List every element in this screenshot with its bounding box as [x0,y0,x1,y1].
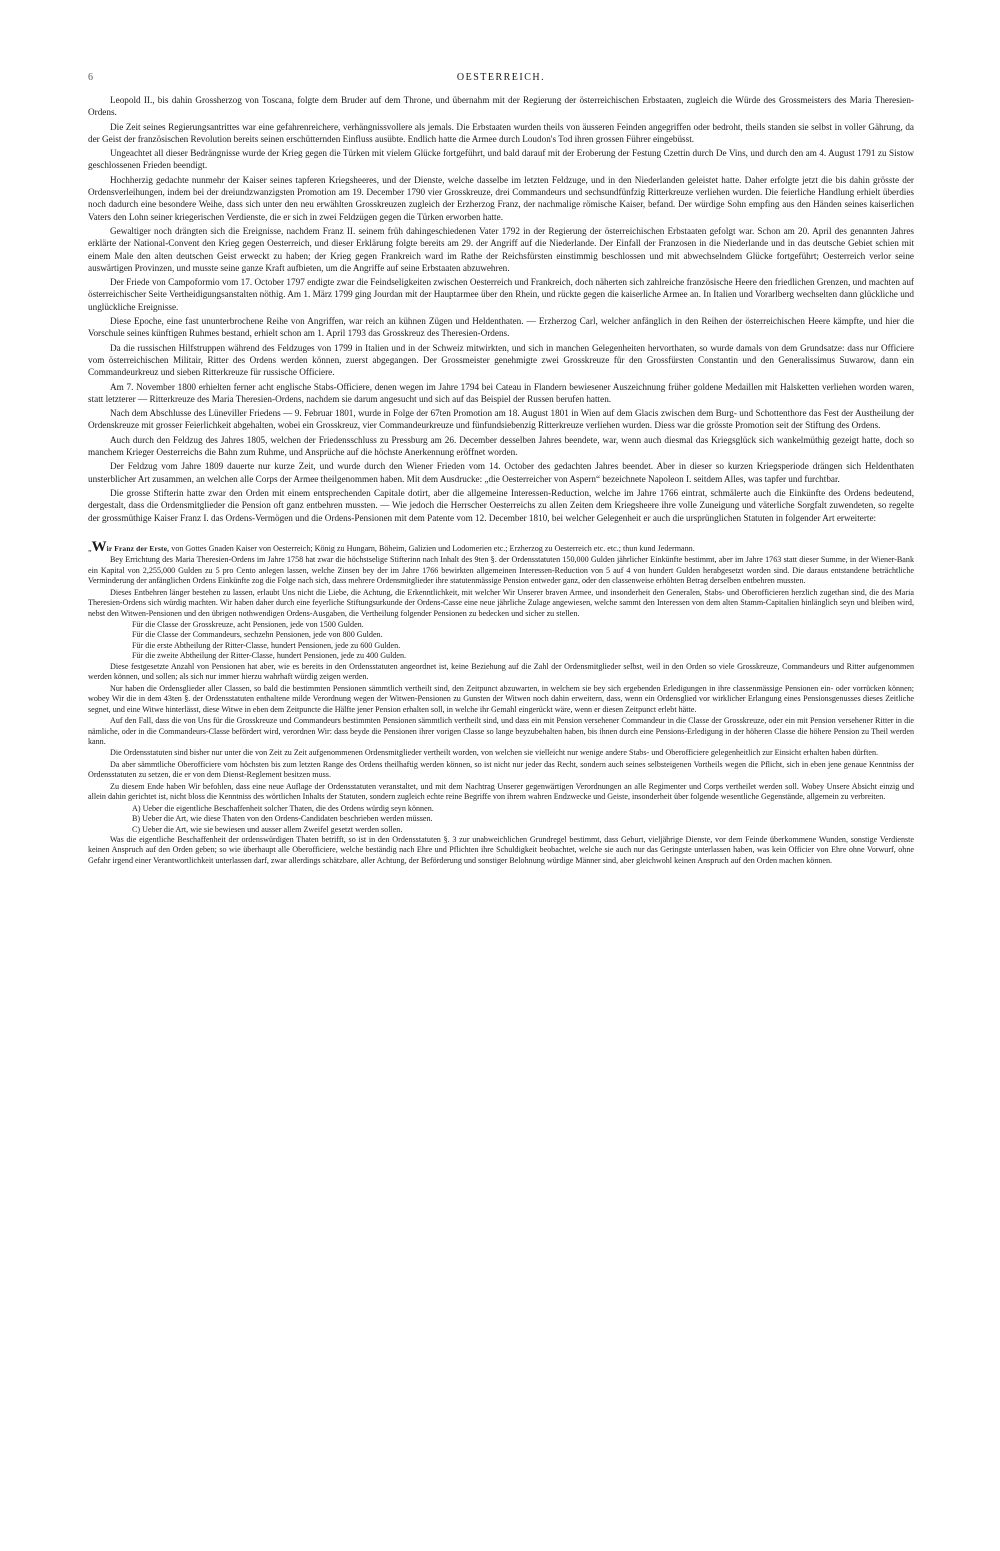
opening-quote: „ [88,543,92,553]
decree-paragraph: Dieses Entbehren länger bestehen zu lassen, erlaubt Uns nicht die Liebe, die Achtung, die Erkenntlichkeit, mit welcher Wir Unserer braven Armee, und insonderheit den Generalen, Stabs- und Oberofficieren herzlich zugethan sind, die des Maria Theresien-Ordens sich würdig machten. Wir haben daher durch eine feyerliche Stiftungsurkunde der Ordens-Casse eine neue jährliche Zulage angewiesen, welche sammt den Interessen von dem alten Stamm-Capitalien hinlänglich seyn und bleiben wird, nebst den Witwen-Pensionen und den übrigen nothwendigen Ordens-Ausgaben, die Vertheilung folgender Pensionen zu bedecken und sicher zu stellen. [88,587,914,618]
decree-opening [88,538,914,555]
page-number: 6 [88,72,93,83]
criteria-list-item: B) Ueber die Art, wie diese Thaten von den Ordens-Candidaten beschrieben werden müssen. [132,814,433,824]
main-text [88,94,914,524]
decree-paragraph: Bey Errichtung des Maria Theresien-Ordens im Jahre 1758 hat zwar die höchstselige Stifterinn nach Inhalt des 9ten §. der Ordensstatuten 150,000 Gulden jährlicher Einkünfte bestimmt, aber im Jahre 1763 statt dieser Summe, in der Wiener-Bank ein Kapital von 2,255,000 Gulden zu 5 pro Cento anlegen lassen, welche Zinsen bey der im Jahre 1766 bewirkten allgemeinen Interessen-Reduction von 5 auf 4 von hundert Gulden herabgesetzt worden sind. Die daraus entstandene beträchtliche Verminderung der anfänglichen Ordens Einkünfte zog die Folge nach sich, dass mehrere Ordensmitglieder ihre statutenmässige Pension entweder ganz, oder den classenweise erhöhten Betrag derselben entbehren mussten. [88,555,914,586]
paragraph: Die Zeit seines Regierungsantrittes war eine gefahrenreichere, verhängnissvollere als jemals. Die Erbstaaten wurden theils von äusseren Feinden angegriffen oder bedroht, theils standen sie selbst in voller Gährung, da der Geist der französischen Revolution bereits seinen erschütternden Einfluss ausübte. Endlich hatte die Armee durch Loudon's Tod ihren grossen Führer eingebüsst. [88,121,914,144]
paragraph: Am 7. November 1800 erhielten ferner acht englische Stabs-Officiere, denen wegen im Jahre 1794 bei Cateau in Flandern bewiesener Auszeichnung früher goldene Medaillen mit Halsketten verliehen worden waren, statt letzterer — Ritterkreuze des Maria Theresien-Ordens, nachdem sie darum angesucht und sich auf das Beispiel der Russen berufen hatten. [88,381,914,404]
decree-paragraph: Da aber sämmtliche Oberofficiere vom höchsten bis zum letzten Range des Ordens theilhaftig werden können, so ist nicht nur jeder das Recht, sondern auch seines selbsteigenen Vortheils wegen die Pflicht, sich in eben jene genaue Kenntniss der Ordensstatuten zu setzen, die er von dem Dienst-Reglement besitzen muss. [88,759,914,780]
running-title: OESTERREICH. [456,72,546,83]
document-page [88,72,914,867]
pension-list-item: Für die Classe der Commandeurs, sechzehn Pensionen, jede von 800 Gulden. [132,630,383,640]
paragraph: Nach dem Abschlusse des Lüneviller Friedens — 9. Februar 1801, wurde in Folge der 67ten Promotion am 18. August 1801 in Wien auf dem Glacis zwischen dem Burg- und Schottenthore das Fest der Austheilung der Ordenskreuze mit grosser Feierlichkeit abgehalten, wobei ein Grosskreuz, vier Commandeurkreuze und fünfundsiebenzig Ritterkreuze verliehen wurden. Diess war die grösste Promotion seit der Stiftung des Ordens. [88,408,914,431]
decree-paragraph: Diese festgesetzte Anzahl von Pensionen hat aber, wie es bereits in den Ordensstatuten angeordnet ist, keine Beziehung auf die Zahl der Ordensmitglieder selbst, weil in den Orden so viele Grosskreuze, Commandeurs und Ritter aufgenommen werden können, und sollen; als sich nur immer hierzu wahrhaft würdig zeigen werden. [88,661,914,682]
pension-list-item: Für die zweite Abtheilung der Ritter-Classe, hundert Pensionen, jede zu 400 Gulden. [132,651,407,661]
page-header [88,72,914,94]
pension-list-item: Für die erste Abtheilung der Ritter-Classe, hundert Pensionen, jede zu 600 Gulden. [132,640,401,650]
paragraph: Die grosse Stifterin hatte zwar den Orden mit einem entsprechenden Capitale dotirt, aber die allgemeine Interessen-Reduction, welche im Jahre 1766 eintrat, schmälerte auch die Einkünfte des Ordens bedeutend, dergestalt, dass die Ordensmitglieder die Pension oft ganz entbehren mussten. — Wie jedoch die Herrscher Oesterreichs zu allen Zeiten dem Kriegsheere ihre volle Zuneigung und väterliche Sorgfalt zuwendeten, so regelte der grossmüthige Kaiser Franz I. das Ordens-Vermögen und die Ordens-Pensionen mit dem Patente vom 12. December 1810, bei welcher Gelegenheit er auch die ursprünglichen Statuten in folgender Art erweiterte: [88,487,914,523]
paragraph: Ungeachtet all dieser Bedrängnisse wurde der Krieg gegen die Türken mit vielem Glücke fortgeführt, und bald darauf mit der Eroberung der Festung Czettin durch De Vins, und durch den am 4. August 1791 zu Sistow geschlossenen Frieden beendigt. [88,148,914,171]
paragraph: Gewaltiger noch drängten sich die Ereignisse, nachdem Franz II. seinem früh dahingeschiedenen Vater 1792 in der Regierung der österreichischen Erbstaaten gefolgt war. Schon am 20. April des genannten Jahres erklärte der National-Convent den Krieg gegen Oesterreich, und dieser Erklärung folgte bereits am 29. der Angriff auf die Niederlande. Der Einfall der Franzosen in die Niederlande und in das deutsche Gebiet schien mit einem Male den alten deutschen Geist erweckt zu haben; der Krieg gegen Frankreich ward im Rathe der Reichsfürsten einstimmig beschlossen und mit abwechselndem Glücke fortgeführt; Oesterreich verlor seine auswärtigen Provinzen, und musste seine ganze Kraft aufbieten, um die Angriffe auf seine Erbstaaten abzuwehren. [88,225,914,273]
decree-paragraph: Was die eigentliche Beschaffenheit der ordenswürdigen Thaten betrifft, so ist in den Ordensstatuten §. 3 zur unabweichlichen Grundregel bestimmt, dass Geburt, vieljährige Dienste, vor dem Feinde überkommene Wunden, sonstige Verdienste keinen Anspruch auf den Orden geben; so wie überhaupt alle Oberofficiere, welche beständig nach Ehre und Pflichten ihre Schuldigkeit beobachtet, welche sie auch nur das Geringste unterlassen haben, was kein Officier von Ehre ohne Vorwurf, ohne Gefahr irgend einer Verantwortlichkeit unterlassen darf, zwar allerdings schätzbare, aller Achtung, der Beförderung und sonstiger Belohnung würdige Männer sind, aber gleichwohl keinen Anspruch auf den Orden machen können. [88,835,914,865]
decree-text [88,538,914,867]
decree-paragraph: Auf den Fall, dass die von Uns für die Grosskreuze und Commandeurs bestimmten Pensionen sämmtlich vertheilt sind, und dass ein mit Pension versehener Commandeur in die Classe der Grosskreuze, oder ein mit Pension versehener Ritter in die nämliche, oder in die Commandeurs-Classe befördert wird, verordnen Wir: dass beyde die Pensionen ihrer vorigen Classe so lange beyzubehalten haben, bis ihnen durch eine Pensions-Erledigung in der höheren Classe die höhere Pension zu Theil werden kann. [88,716,914,746]
paragraph: Hochherzig gedachte nunmehr der Kaiser seines tapferen Kriegsheeres, und der Dienste, welche dasselbe im letzten Feldzuge, und in den Niederlanden geleistet hatte. Daher erfolgte jetzt die bis dahin grösste der Ordensverleihungen, indem bei der dreiundzwanzigsten Promotion am 19. December 1790 vier Grosskreuze, drei Commandeurs und sechsundfünfzig Ritterkreuze verliehen wurden. Die feierliche Handlung erhielt überdies noch dadurch eine besondere Weihe, dass sich unter den neu erwählten Grosskreuzen zugleich der Erzherzog Franz, der nachmalige römische Kaiser, befand. Der würdige Sohn empfing aus den Händen seines kaiserlichen Vaters den Lohn seiner kriegerischen Verdienste, die er sich in zwei Feldzügen gegen die Türken erworben hatte. [88,174,914,222]
paragraph: Da die russischen Hilfstruppen während des Feldzuges von 1799 in Italien und in der Schweiz mitwirkten, und sich in manchen Gelegenheiten hervorthaten, so wurde damals von dem Grundsatze: dass nur Officiere vom österreichischen Militair, Ritter des Ordens werden können, zuerst abgegangen. Der Grossmeister genehmigte zwei Grosskreuze für den Grossfürsten Constantin und den Generalissimus Suwarow, dann ein Commandeurkreuz und sieben Ritterkreuze für russische Officiere. [88,342,914,378]
decree-paragraph: Nur haben die Ordensglieder aller Classen, so bald die bestimmten Pensionen sämmtlich vertheilt sind, den Zeitpunct abzuwarten, in welchem sie bey sich ergebenden Erledigungen in ihre classenmässige Pensionen ein- oder vorrücken können; wobey Wir die in dem 43ten §. der Ordensstatuten enthaltene milde Verordnung wegen der Witwen-Pensionen zu Gunsten der Witwen noch dahin erweitern, dass, wenn ein Ordensglied vor wirklicher Erlangung eines Pensionsgenusses dieses Zeitliche segnet, und eine Witwe hinterlässt, diese Witwe in eben dem Zeitpuncte die Hälfte jener Pension erhalten soll, in welche ihr Gemahl eingerückt wäre, wenn er diesen Zeitpunct erlebt hätte. [88,683,914,714]
decorative-initial: W [91,538,107,555]
criteria-list-item: C) Ueber die Art, wie sie bewiesen und ausser allem Zweifel gesetzt werden sollen. [132,824,403,834]
paragraph: Der Friede von Campoformio vom 17. October 1797 endigte zwar die Feindseligkeiten zwischen Oesterreich und Frankreich, doch näherten sich zahlreiche französische Heere den friedlichen Grenzen, und machten auf österreichischer Seite Vertheidigungsanstalten nöthig. Am 1. März 1799 ging Jourdan mit der Hauptarmee über den Rhein, und rückte gegen die kaiserliche Armee an. In Italien und Vorarlberg wechselten dann glückliche und unglückliche Ereignisse. [88,277,914,312]
decree-opening-text: von Gottes Gnaden Kaiser von Oesterreich; König zu Hungarn, Böheim, Galizien und Lodomerien etc.; Erzherzog zu Oesterreich etc. etc.; thun kund Jedermann. [171,543,695,553]
decree-paragraph: Die Ordensstatuten sind bisher nur unter die von Zeit zu Zeit aufgenommenen Ordensmitglieder vertheilt worden, von welchen sie vielleicht nur wenige andere Stabs- und Oberofficiere gelegenheitlich zur Einsicht erhalten haben dürften. [110,748,879,758]
decree-heading: ir Franz der Erste, [106,543,170,553]
paragraph: Diese Epoche, eine fast ununterbrochene Reihe von Angriffen, war reich an kühnen Zügen und Heldenthaten. — Erzherzog Carl, welcher anfänglich in den Reihen der österreichischen Heere kämpfte, und hier die Vorschule seines künftigen Ruhmes bestand, erhielt schon am 1. April 1793 das Grosskreuz des Theresien-Ordens. [88,316,914,339]
paragraph: Der Feldzug vom Jahre 1809 dauerte nur kurze Zeit, und wurde durch den Wiener Frieden vom 14. October des gedachten Jahres beendet. Aber in dieser so kurzen Kriegsperiode drängen sich Heldenthaten unsterblicher Art zusammen, an welchen alle Corps der Armee theilgenommen haben. Mit dem Ausdrucke: „die Oesterreicher von Aspern“ bezeichnete Napoleon I. seitdem Alles, was tapfer und furchtbar. [88,461,914,484]
paragraph: Auch durch den Feldzug des Jahres 1805, welchen der Friedensschluss zu Pressburg am 26. December desselben Jahres beendete, war, wenn auch diesmal das Kriegsglück sich wankelmüthig gezeigt hatte, doch so manchem Krieger Oesterreichs die Bahn zum Ruhme, und Ansprüche auf die höchste Anerkennung eröffnet worden. [88,434,914,458]
pension-list-item: Für die Classe der Grosskreuze, acht Pensionen, jede von 1500 Gulden. [132,619,364,629]
criteria-list-item: A) Ueber die eigentliche Beschaffenheit solcher Thaten, die des Ordens würdig seyn können. [132,803,434,813]
paragraph: Leopold II., bis dahin Grossherzog von Toscana, folgte dem Bruder auf dem Throne, und übernahm mit der Regierung der österreichischen Erbstaaten, zugleich die Würde des Grossmeisters des Maria Theresien-Ordens. [88,95,914,118]
decree-paragraph: Zu diesem Ende haben Wir befohlen, dass eine neue Auflage der Ordensstatuten veranstaltet, und mit dem Nachtrag Unserer gegenwärtigen Verordnungen an alle Regimenter und Corps vertheilet werden soll. Wobey Unsere Absicht einzig und allein dahin gerichtet ist, nicht bloss die Kenntniss des wörtlichen Inhalts der Statuten, sondern zugleich echte reine Begriffe von ihrem wahren Endzwecke und Geiste, insonderheit über folgende wesentliche Gegenstände, allgemein zu verbreiten. [88,781,914,802]
